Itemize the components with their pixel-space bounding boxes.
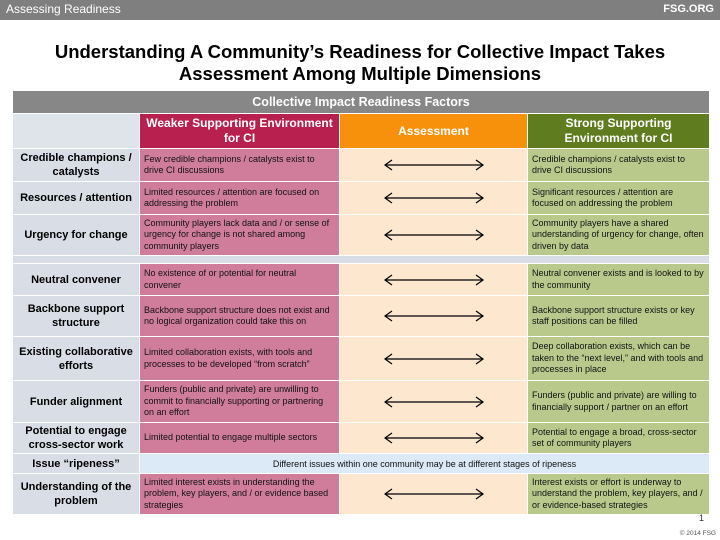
readiness-table [12, 90, 710, 515]
weak-cell: Funders (public and private) are unwilling to commit to financially supporting or partnering on an effort [140, 381, 340, 423]
row-label: Existing collaborative efforts [13, 337, 140, 381]
assessment-cell [340, 296, 528, 337]
issue-row [13, 454, 710, 474]
table-main-header: Collective Impact Readiness Factors [13, 91, 710, 114]
assessment-cell [340, 182, 528, 215]
strong-cell: Neutral convener exists and is looked to by the community [528, 264, 710, 296]
weak-cell: Limited interest exists in understanding the problem, key players, and / or evidence based strategies [140, 474, 340, 515]
double-headed-arrow-icon [382, 353, 486, 365]
copyright: © 2014 FSG [679, 530, 716, 537]
assessment-cell [340, 474, 528, 515]
weak-cell: Limited potential to engage multiple sectors [140, 423, 340, 454]
double-headed-arrow-icon [382, 310, 486, 322]
assessment-cell [340, 337, 528, 381]
strong-cell: Credible champions / catalysts exist to drive CI discussions [528, 149, 710, 182]
strong-cell: Deep collaboration exists, which can be taken to the “next level,” and with tools and processes in place [528, 337, 710, 381]
row-label: Urgency for change [13, 215, 140, 256]
table-row [13, 296, 710, 337]
page-title [0, 41, 720, 85]
section-title: Assessing Readiness [6, 2, 121, 16]
top-bar [0, 0, 720, 20]
double-headed-arrow-icon [382, 192, 486, 204]
strong-cell: Backbone support structure exists or key staff positions can be filled [528, 296, 710, 337]
table-row [13, 149, 710, 182]
row-label: Funder alignment [13, 381, 140, 423]
double-headed-arrow-icon [382, 396, 486, 408]
weak-cell: Backbone support structure does not exist and no logical organization could take this on [140, 296, 340, 337]
column-header-assessment: Assessment [340, 114, 528, 149]
strong-cell: Potential to engage a broad, cross-sector set of community players [528, 423, 710, 454]
table-row [13, 381, 710, 423]
table-row [13, 474, 710, 515]
site-name: FSG.ORG [663, 3, 714, 15]
weak-cell: Limited resources / attention are focused on addressing the problem [140, 182, 340, 215]
weak-cell: Few credible champions / catalysts exist to drive CI discussions [140, 149, 340, 182]
header-blank-cell [13, 114, 140, 149]
table-row [13, 264, 710, 296]
row-label: Potential to engage cross-sector work [13, 423, 140, 454]
double-headed-arrow-icon [382, 432, 486, 444]
row-label: Credible champions / catalysts [13, 149, 140, 182]
double-headed-arrow-icon [382, 159, 486, 171]
row-divider [13, 256, 710, 264]
assessment-cell [340, 423, 528, 454]
row-label: Understanding of the problem [13, 474, 140, 515]
strong-cell: Interest exists or effort is underway to understand the problem, key players, and / or evidence-based strategies [528, 474, 710, 515]
table-row [13, 423, 710, 454]
assessment-cell [340, 149, 528, 182]
weak-cell: No existence of or potential for neutral convener [140, 264, 340, 296]
assessment-cell [340, 381, 528, 423]
strong-cell: Community players have a shared understanding of urgency for change, often driven by data [528, 215, 710, 256]
double-headed-arrow-icon [382, 488, 486, 500]
page-title-line-2: Assessment Among Multiple Dimensions [178, 63, 542, 84]
double-headed-arrow-icon [382, 229, 486, 241]
weak-cell: Limited collaboration exists, with tools and processes to be developed “from scratch” [140, 337, 340, 381]
assessment-cell [340, 215, 528, 256]
table-row [13, 215, 710, 256]
page-number: 1 [698, 513, 704, 523]
row-label: Neutral convener [13, 264, 140, 296]
strong-cell: Significant resources / attention are focused on addressing the problem [528, 182, 710, 215]
strong-cell: Funders (public and private) are willing to financially support / partner on an effort [528, 381, 710, 423]
page-title-line-1: Understanding A Community’s Readiness for Collective Impact Takes [54, 41, 666, 62]
row-label: Issue “ripeness” [13, 454, 140, 474]
assessment-cell [340, 264, 528, 296]
table-row [13, 337, 710, 381]
row-label: Resources / attention [13, 182, 140, 215]
table-row [13, 182, 710, 215]
weak-cell: Community players lack data and / or sense of urgency for change is not shared among community players [140, 215, 340, 256]
column-header-weak: Weaker Supporting Environment for CI [140, 114, 340, 149]
column-header-strong: Strong Supporting Environment for CI [528, 114, 710, 149]
row-label: Backbone support structure [13, 296, 140, 337]
issue-ripeness-note: Different issues within one community may be at different stages of ripeness [140, 454, 710, 474]
double-headed-arrow-icon [382, 274, 486, 286]
